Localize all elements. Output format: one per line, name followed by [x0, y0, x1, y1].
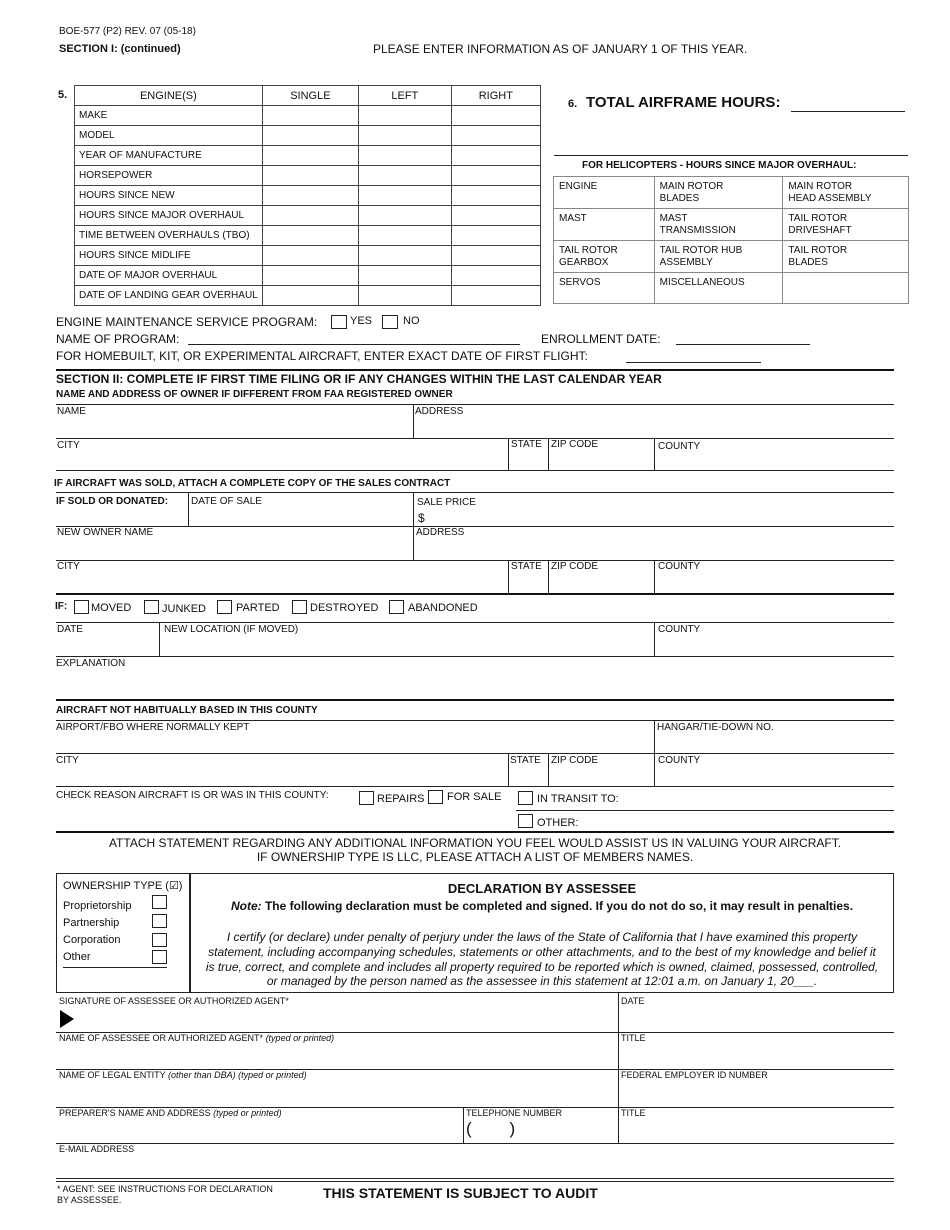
agent-note-1: * AGENT: SEE INSTRUCTIONS FOR DECLARATION	[57, 1184, 273, 1194]
maintenance-label: ENGINE MAINTENANCE SERVICE PROGRAM:	[56, 315, 318, 329]
owner-mid-rule	[56, 438, 894, 439]
ownership-title: OWNERSHIP TYPE (☑)	[63, 880, 183, 892]
in-transit-checkbox[interactable]	[518, 791, 533, 805]
maintenance-no-checkbox[interactable]	[382, 315, 398, 329]
enrollment-label: ENROLLMENT DATE:	[541, 332, 661, 346]
for-sale-checkbox[interactable]	[428, 790, 443, 804]
form-id: BOE-577 (P2) REV. 07 (05-18)	[59, 26, 196, 37]
owner-state-label: STATE	[511, 439, 542, 450]
engine-right-field[interactable]	[451, 206, 540, 226]
declaration-note-label: Note:	[230, 899, 262, 913]
engine-right-field[interactable]	[451, 126, 540, 146]
engine-row	[75, 266, 541, 286]
parted-label: PARTED	[236, 602, 280, 614]
sold-county-label: COUNTY	[658, 561, 701, 572]
heli-cell-label: ENGINE	[559, 181, 598, 192]
ownership-other-label: Other	[63, 951, 91, 963]
repairs-label: REPAIRS	[377, 793, 425, 805]
phone-divider	[463, 1107, 464, 1143]
heli-cell-label: MISCELLANEOUS	[659, 277, 745, 288]
preparer-text: PREPARER'S NAME AND ADDRESS	[59, 1108, 211, 1118]
heli-cell[interactable]	[654, 209, 783, 241]
signature-label: SIGNATURE OF ASSESSEE OR AUTHORIZED AGENT*	[59, 996, 289, 1006]
heli-cell[interactable]	[783, 209, 909, 241]
assessee-name-label	[59, 1033, 334, 1043]
not-based-rule-3	[56, 786, 894, 787]
heli-cell-label: GEARBOX	[559, 256, 609, 268]
engine-right-field[interactable]	[451, 106, 540, 126]
status-top-rule	[56, 622, 894, 623]
section2-title: SECTION II: COMPLETE IF FIRST TIME FILING OR IF ANY CHANGES WITHIN THE LAST CALENDAR YEAR	[56, 372, 662, 386]
heli-cell-label: ASSEMBLY	[659, 256, 713, 268]
engine-row	[75, 126, 541, 146]
engines-header-engine: ENGINE(S)	[75, 86, 263, 106]
declaration-line-2: statement, including accompanying schedules, statements or other attachments, and to the best of my knowledge and belief it	[208, 945, 876, 959]
junked-label: JUNKED	[162, 603, 207, 615]
engine-row	[75, 206, 541, 226]
abandoned-checkbox[interactable]	[389, 600, 404, 614]
signature-field[interactable]	[80, 1006, 617, 1032]
not-based-mid-rule	[56, 753, 894, 754]
engine-right-field[interactable]	[451, 246, 540, 266]
heli-cell[interactable]	[554, 273, 655, 304]
sold-city-label: CITY	[57, 561, 80, 572]
owner-address-label: ADDRESS	[415, 406, 464, 417]
engine-row	[75, 286, 541, 306]
other-checkbox[interactable]	[518, 814, 533, 828]
engine-left-field[interactable]	[359, 226, 452, 246]
engine-right-field[interactable]	[451, 166, 540, 186]
signature-right-divider	[618, 993, 619, 1143]
engine-left-field[interactable]	[359, 246, 452, 266]
preparer-suffix: (typed or printed)	[213, 1108, 282, 1118]
sold-rule-3	[56, 560, 894, 561]
attach-line-2: IF OWNERSHIP TYPE IS LLC, PLEASE ATTACH A LIST OF MEMBERS NAMES.	[256, 850, 694, 864]
not-based-title: AIRCRAFT NOT HABITUALLY BASED IN THIS COUNTY	[56, 705, 318, 716]
engine-single-field[interactable]	[262, 286, 358, 306]
status-county-label: COUNTY	[658, 624, 701, 635]
heli-cell-label: BLADES	[659, 192, 700, 204]
sale-price-label: SALE PRICE	[417, 497, 476, 508]
sold-top-rule	[56, 492, 894, 493]
sold-bottom-rule	[56, 593, 894, 595]
heli-cell-label: MAST	[559, 213, 587, 224]
status-bottom-rule	[56, 699, 894, 701]
heli-cell[interactable]	[783, 273, 909, 304]
heli-cell-label: SERVOS	[559, 277, 601, 288]
phone-label: TELEPHONE NUMBER	[466, 1108, 563, 1118]
program-field[interactable]	[188, 344, 520, 345]
section-label: SECTION I: (continued)	[59, 43, 181, 55]
not-based-county-divider	[654, 753, 655, 786]
engine-single-field[interactable]	[262, 126, 358, 146]
ownership-partnership-checkbox[interactable]	[152, 914, 167, 928]
engine-row	[75, 106, 541, 126]
in-transit-label: IN TRANSIT TO:	[537, 793, 619, 805]
program-label: NAME OF PROGRAM:	[56, 332, 180, 346]
repairs-checkbox[interactable]	[359, 791, 374, 805]
email-bottom-rule	[56, 1178, 894, 1179]
engine-row-label: DATE OF LANDING GEAR OVERHAUL	[75, 286, 263, 306]
hangar-divider	[654, 720, 655, 753]
not-based-zip-label: ZIP CODE	[551, 755, 599, 766]
engine-row-label: DATE OF MAJOR OVERHAUL	[75, 266, 263, 286]
attach-line-1: ATTACH STATEMENT REGARDING ANY ADDITIONAL INFORMATION YOU FEEL WOULD ASSIST US IN VALUING YOUR AIRCRAFT.	[108, 836, 842, 850]
engine-right-field[interactable]	[451, 146, 540, 166]
explanation-label: EXPLANATION	[56, 658, 126, 669]
engines-header-right: RIGHT	[451, 86, 540, 106]
maintenance-yes-checkbox[interactable]	[331, 315, 347, 329]
in-transit-rule	[516, 810, 894, 811]
assessee-name-text: NAME OF ASSESSEE OR AUTHORIZED AGENT*	[59, 1033, 264, 1043]
junked-checkbox[interactable]	[144, 600, 159, 614]
owner-county-divider	[654, 438, 655, 470]
airframe-hours-field[interactable]	[791, 111, 905, 112]
status-mid-rule	[56, 656, 894, 657]
owner-city-label: CITY	[57, 440, 80, 451]
engine-row-label: MAKE	[75, 106, 263, 126]
not-based-state-divider	[508, 753, 509, 786]
engine-row-label: HORSEPOWER	[75, 166, 263, 186]
sold-state-divider	[508, 560, 509, 593]
heli-cell[interactable]	[554, 177, 655, 209]
owner-zip-label: ZIP CODE	[551, 439, 599, 450]
date-of-sale-label: DATE OF SALE	[191, 496, 262, 507]
ownership-corporation-label: Corporation	[63, 934, 121, 946]
engine-single-field[interactable]	[262, 146, 358, 166]
heli-title: FOR HELICOPTERS - HOURS SINCE MAJOR OVERHAUL:	[582, 160, 857, 171]
engine-left-field[interactable]	[359, 166, 452, 186]
heli-cell-label: TAIL ROTOR	[559, 245, 618, 256]
moved-checkbox[interactable]	[74, 600, 89, 614]
engine-single-field[interactable]	[262, 186, 358, 206]
engine-left-field[interactable]	[359, 286, 452, 306]
for-sale-label: FOR SALE	[447, 791, 502, 803]
sold-county-divider	[654, 560, 655, 593]
agent-note-2: BY ASSESSEE.	[57, 1195, 122, 1205]
destroyed-label: DESTROYED	[310, 602, 379, 614]
engine-right-field[interactable]	[451, 286, 540, 306]
declaration-line-4: or managed by the person named as the assessee in this statement at 12:01 a.m. on January 1, 20___.	[266, 974, 818, 988]
engine-left-field[interactable]	[359, 146, 452, 166]
signature-arrow-icon	[59, 1010, 75, 1028]
engines-number: 5.	[58, 89, 68, 101]
heli-table	[553, 176, 909, 304]
legal-entity-label	[59, 1070, 307, 1080]
airframe-label: TOTAL AIRFRAME HOURS:	[586, 94, 781, 111]
abandoned-label: ABANDONED	[408, 602, 478, 614]
status-label: IF:	[55, 601, 68, 612]
airport-label: AIRPORT/FBO WHERE NORMALLY KEPT	[56, 722, 250, 733]
engine-row	[75, 246, 541, 266]
owner-divider	[413, 404, 414, 438]
legal-entity-suffix: (other than DBA) (typed or printed)	[168, 1070, 307, 1080]
heli-cell[interactable]	[554, 241, 655, 273]
heli-cell-label: HEAD ASSEMBLY	[788, 192, 872, 204]
engine-row	[75, 166, 541, 186]
audit-notice: THIS STATEMENT IS SUBJECT TO AUDIT	[323, 1185, 598, 1201]
new-location-label: NEW LOCATION (IF MOVED)	[164, 624, 299, 635]
hangar-label: HANGAR/TIE-DOWN NO.	[657, 722, 774, 733]
engine-right-field[interactable]	[451, 226, 540, 246]
ownership-box	[56, 873, 190, 993]
engine-single-field[interactable]	[262, 226, 358, 246]
ownership-other-field[interactable]	[63, 967, 167, 968]
declaration-line-1: I certify (or declare) under penalty of perjury under the laws of the State of California that I have examined this property	[226, 930, 858, 944]
assessee-name-suffix: (typed or printed)	[265, 1033, 335, 1043]
engine-row-label: TIME BETWEEN OVERHAULS (TBO)	[75, 226, 263, 246]
heli-cell[interactable]	[654, 177, 783, 209]
ownership-proprietorship-checkbox[interactable]	[152, 895, 167, 909]
destroyed-checkbox[interactable]	[292, 600, 307, 614]
heli-cell[interactable]	[554, 209, 655, 241]
heli-cell[interactable]	[654, 273, 783, 304]
status-divider-1	[159, 622, 160, 656]
engine-single-field[interactable]	[262, 266, 358, 286]
heli-cell-label: MAIN ROTOR	[788, 181, 853, 192]
heli-cell-label: TAIL ROTOR	[788, 213, 848, 224]
engine-row-label: HOURS SINCE MAJOR OVERHAUL	[75, 206, 263, 226]
heli-cell[interactable]	[654, 241, 783, 273]
heli-cell-label: TRANSMISSION	[659, 224, 736, 236]
not-based-bottom-rule	[56, 831, 894, 833]
section2-rule	[56, 369, 894, 371]
engine-row	[75, 226, 541, 246]
heli-top-rule	[554, 155, 908, 156]
heli-cell-label: MAST	[659, 213, 688, 224]
status-divider-2	[654, 622, 655, 656]
heli-cell-label: TAIL ROTOR	[788, 245, 848, 256]
declaration-title: DECLARATION BY ASSESSEE	[447, 881, 637, 896]
first-flight-label: FOR HOMEBUILT, KIT, OR EXPERIMENTAL AIRCRAFT, ENTER EXACT DATE OF FIRST FLIGHT:	[56, 349, 588, 363]
sold-state-label: STATE	[511, 561, 542, 572]
engine-single-field[interactable]	[262, 166, 358, 186]
engine-row	[75, 146, 541, 166]
sold-title: IF AIRCRAFT WAS SOLD, ATTACH A COMPLETE COPY OF THE SALES CONTRACT	[54, 478, 451, 489]
not-based-county-label: COUNTY	[658, 755, 701, 766]
email-label: E-MAIL ADDRESS	[59, 1144, 135, 1154]
ownership-proprietorship-label: Proprietorship	[63, 900, 132, 912]
engine-left-field[interactable]	[359, 266, 452, 286]
heli-cell[interactable]	[783, 177, 909, 209]
legal-entity-text: NAME OF LEGAL ENTITY	[59, 1070, 166, 1080]
parted-checkbox[interactable]	[217, 600, 232, 614]
engine-row-label: MODEL	[75, 126, 263, 146]
declaration-note-text: The following declaration must be completed and signed. If you do not do so, it may result in penalties.	[264, 899, 854, 913]
owner-county-label: COUNTY	[658, 441, 701, 452]
other-label: OTHER:	[537, 817, 579, 829]
not-based-city-label: CITY	[56, 755, 79, 766]
new-owner-label: NEW OWNER NAME	[57, 527, 154, 538]
engines-header-left: LEFT	[359, 86, 452, 106]
sold-divider-1	[188, 492, 189, 526]
declaration-note	[191, 900, 893, 913]
preparer-label	[59, 1108, 282, 1118]
owner-zip-divider	[548, 438, 549, 470]
engine-single-field[interactable]	[262, 106, 358, 126]
email-bottom-rule-2	[56, 1181, 894, 1182]
engine-left-field[interactable]	[359, 206, 452, 226]
not-based-zip-divider	[548, 753, 549, 786]
heli-row	[554, 273, 909, 304]
declaration-line-3: is true, correct, and complete and includes all property required to be reported which is owned, claimed, possessed, controlled,	[205, 960, 879, 974]
ownership-corporation-checkbox[interactable]	[152, 933, 167, 947]
maintenance-no-label: NO	[403, 315, 420, 327]
heli-cell-label: BLADES	[788, 256, 828, 268]
first-flight-field[interactable]	[626, 362, 761, 363]
status-date-label: DATE	[57, 624, 83, 635]
not-based-state-label: STATE	[510, 755, 541, 766]
title-label: TITLE	[621, 1033, 646, 1043]
heli-cell[interactable]	[783, 241, 909, 273]
engine-row	[75, 186, 541, 206]
heli-cell-label: DRIVESHAFT	[788, 224, 852, 236]
reason-label: CHECK REASON AIRCRAFT IS OR WAS IN THIS COUNTY:	[56, 790, 329, 801]
engines-header-single: SINGLE	[262, 86, 358, 106]
engine-right-field[interactable]	[451, 186, 540, 206]
heli-cell-label: TAIL ROTOR HUB	[659, 245, 743, 256]
engine-row-label: HOURS SINCE MIDLIFE	[75, 246, 263, 266]
engine-row-label: HOURS SINCE NEW	[75, 186, 263, 206]
maintenance-yes-label: YES	[350, 315, 373, 327]
heli-cell-label: MAIN ROTOR	[659, 181, 724, 192]
title2-label: TITLE	[621, 1108, 646, 1118]
sold-label: IF SOLD OR DONATED:	[56, 496, 169, 507]
sold-zip-label: ZIP CODE	[551, 561, 599, 572]
signature-date-label: DATE	[621, 996, 645, 1006]
owner-state-divider	[508, 438, 509, 470]
fein-label: FEDERAL EMPLOYER ID NUMBER	[621, 1070, 768, 1080]
airframe-number: 6.	[568, 98, 578, 110]
engine-single-field[interactable]	[262, 206, 358, 226]
not-based-top-rule	[56, 720, 894, 721]
ownership-other-checkbox[interactable]	[152, 950, 167, 964]
owner-top-rule	[56, 404, 894, 405]
owner-title: NAME AND ADDRESS OF OWNER IF DIFFERENT FROM FAA REGISTERED OWNER	[56, 389, 453, 400]
engine-single-field[interactable]	[262, 246, 358, 266]
new-owner-address-label: ADDRESS	[416, 527, 465, 538]
engine-right-field[interactable]	[451, 266, 540, 286]
engine-left-field[interactable]	[359, 106, 452, 126]
sold-mid-rule	[56, 526, 894, 527]
engine-left-field[interactable]	[359, 186, 452, 206]
sold-zip-divider	[548, 560, 549, 593]
phone-field[interactable]: ( )	[466, 1119, 516, 1138]
enrollment-field[interactable]	[676, 344, 810, 345]
engines-table	[74, 85, 541, 306]
signature-rule-4	[56, 1143, 894, 1144]
owner-name-label: NAME	[57, 406, 86, 417]
engine-left-field[interactable]	[359, 126, 452, 146]
instruction-text: PLEASE ENTER INFORMATION AS OF JANUARY 1 OF THIS YEAR.	[373, 42, 748, 56]
ownership-partnership-label: Partnership	[63, 917, 120, 929]
engine-row-label: YEAR OF MANUFACTURE	[75, 146, 263, 166]
owner-bottom-rule	[56, 470, 894, 471]
heli-row	[554, 241, 909, 273]
sale-price-dollar: $	[418, 511, 425, 525]
moved-label: MOVED	[91, 602, 132, 614]
heli-row	[554, 177, 909, 209]
heli-row	[554, 209, 909, 241]
declaration-box	[190, 873, 894, 993]
